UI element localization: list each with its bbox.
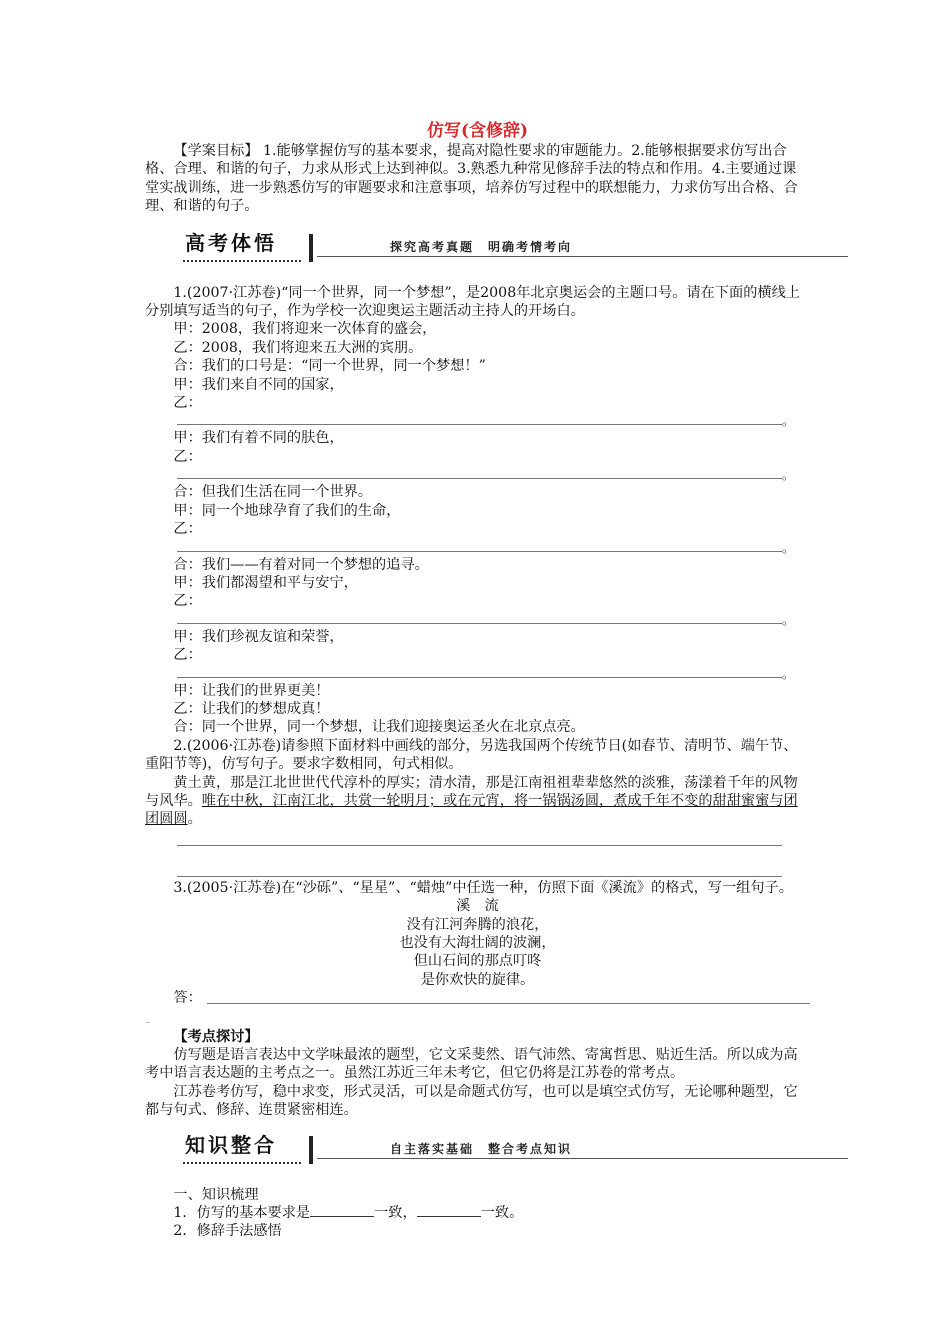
document-page bbox=[145, 120, 810, 1241]
question-1 bbox=[145, 284, 810, 737]
spacer bbox=[145, 850, 810, 876]
dotted-underline bbox=[183, 260, 301, 262]
answer-blank-line[interactable] bbox=[177, 412, 794, 429]
q1-line: 乙： bbox=[173, 647, 202, 664]
q1-line: 甲：2008，我们将迎来一次体育的盛会， bbox=[173, 321, 437, 338]
q1-line: 甲：我们来自不同的国家， bbox=[173, 376, 344, 393]
kaodian-paragraph: 仿写题是语言表达中文学味最浓的题型，它文采斐然、语气沛然、寄寓哲思、贴近生活。所以成为高考中语言表达题的主考点之一。虽然江苏近三年未考它，但它仍将是江苏卷的常考点。 bbox=[145, 1047, 798, 1082]
answer-blank-line[interactable] bbox=[177, 539, 794, 555]
q1-line: 合：我们——有着对同一个梦想的追寻。 bbox=[173, 556, 429, 573]
period: 。 bbox=[781, 666, 794, 681]
divider-bar bbox=[309, 1136, 313, 1164]
knowledge-section bbox=[145, 1186, 810, 1241]
q1-line: 甲：我们有着不同的肤色， bbox=[173, 430, 344, 447]
rule-line bbox=[317, 1158, 848, 1159]
section-label: 知识整合 bbox=[185, 1132, 277, 1157]
q1-line: 甲：我们珍视友谊和荣誉， bbox=[173, 628, 344, 645]
q1-line: 甲：我们都渴望和平与安宁， bbox=[173, 574, 358, 591]
item-text: 一致。 bbox=[480, 1205, 524, 1222]
q1-intro: 1.(2007·江苏卷)“同一个世界，同一个梦想”，是2008年北京奥运会的主题口号。请在下面的横线上分别填写适当的句子，作为学校一次迎奥运主题活动主持人的开场白。 bbox=[145, 284, 800, 320]
knowledge-item bbox=[145, 1204, 810, 1222]
knowledge-item: 2．修辞手法感悟 bbox=[173, 1223, 282, 1240]
q2-underlined-text: 唯在中秋，江南江北，共赏一轮明月；或在元宵，将一锅锅汤圆，煮成千年不变的甜甜蜜蜜与团团圆圆 bbox=[145, 792, 798, 828]
section-subtitle: 自主落实基础 整合考点知识 bbox=[390, 1141, 573, 1156]
q1-line: 乙： bbox=[173, 521, 202, 538]
rule-line bbox=[317, 256, 848, 257]
poem-title: 溪 流 bbox=[456, 898, 499, 915]
dotted-underline bbox=[183, 1162, 301, 1164]
answer-row bbox=[145, 989, 810, 1009]
section-header-gaokao bbox=[145, 230, 810, 264]
q1-line: 合：我们的口号是：“同一个世界，同一个梦想！” bbox=[173, 358, 486, 375]
objectives: 【学案目标】 1.能够掌握仿写的基本要求，提高对隐性要求的审题能力。2.能够根据要求仿写出合格、合理、和谐的句子，力求从形式上达到神似。3.熟悉九种常见修辞手法的特点和作用。4.主要通过课堂实战训练，进一步熟悉仿写的审题要求和注意事项，培养仿写过程中的联想能力，力求仿写出合格、合理、和谐的句子。 bbox=[145, 143, 798, 215]
divider-bar bbox=[309, 234, 313, 262]
period: 。 bbox=[781, 612, 794, 627]
q1-line: 甲：同一个地球孕育了我们的生命， bbox=[173, 502, 401, 519]
kaodian-head: 【考点探讨】 bbox=[173, 1028, 259, 1045]
poem-line: 没有江河奔腾的浪花， bbox=[406, 916, 549, 933]
answer-blank-line[interactable] bbox=[177, 611, 794, 627]
poem-line: 也没有大海壮阔的波澜， bbox=[399, 935, 556, 951]
kaodian-section bbox=[145, 1028, 810, 1120]
knowledge-heading: 一、知识梳理 bbox=[173, 1186, 259, 1203]
section-label: 高考体悟 bbox=[185, 230, 277, 255]
section-subtitle: 探究高考真题 明确考情考向 bbox=[390, 239, 573, 254]
answer-blank-line[interactable] bbox=[177, 876, 782, 877]
answer-blank-line[interactable] bbox=[177, 833, 782, 846]
period: 。 bbox=[781, 414, 794, 429]
q1-line: 乙： bbox=[173, 593, 202, 610]
item-text: 一致， bbox=[374, 1205, 417, 1222]
q2-intro: 2.(2006·江苏卷)请参照下面材料中画线的部分，另选我国两个传统节日(如春节、清明节、端午节、重阳节等)，仿写句子。要求字数相同，句式相似。 bbox=[145, 737, 798, 773]
period: 。 bbox=[781, 468, 794, 483]
section-header-zhishi bbox=[145, 1132, 810, 1166]
q2-text: 黄土黄，那是江北世世代代淳朴的厚实；清水清，那是江南祖祖辈辈悠然的淡雅，荡漾着千年的风物与风华。 bbox=[145, 774, 798, 809]
answer-label: 答： bbox=[173, 990, 202, 1007]
q1-line: 乙： bbox=[173, 395, 202, 412]
poem-line: 但山石间的那点叮咚 bbox=[413, 953, 542, 970]
q3-intro: 3.(2005·江苏卷)在“沙砾”、“星星”、“蜡烛”中任选一种，仿照下面《溪流》的格式，写一组句子。 bbox=[173, 879, 793, 896]
page-title: 仿写(含修辞) bbox=[426, 121, 529, 141]
q1-line: 合：但我们生活在同一个世界。 bbox=[173, 484, 373, 501]
fill-blank[interactable] bbox=[310, 1204, 374, 1217]
poem-line: 是你欢快的旋律。 bbox=[420, 971, 535, 988]
q1-line: 乙：让我们的梦想成真！ bbox=[173, 700, 330, 717]
dash-mark: _ bbox=[145, 1012, 150, 1024]
q1-line: 乙： bbox=[173, 448, 202, 465]
kaodian-paragraph: 江苏卷考仿写，稳中求变，形式灵活，可以是命题式仿写，也可以是填空式仿写，无论哪种题型，它都与句式、修辞、连贯紧密相连。 bbox=[145, 1083, 798, 1119]
answer-blank-line[interactable] bbox=[177, 665, 794, 681]
fill-blank[interactable] bbox=[417, 1204, 481, 1217]
item-text: 1．仿写的基本要求是 bbox=[173, 1205, 311, 1222]
q1-line: 合：同一个世界，同一个梦想，让我们迎接奥运圣火在北京点亮。 bbox=[173, 719, 585, 736]
q2-text-end: 。 bbox=[187, 811, 202, 828]
answer-line[interactable] bbox=[207, 1003, 810, 1004]
q2-material bbox=[145, 774, 810, 829]
question-2 bbox=[145, 737, 810, 877]
q1-line: 甲：让我们的世界更美！ bbox=[173, 682, 330, 699]
question-3 bbox=[145, 879, 810, 1028]
period: 。 bbox=[781, 540, 794, 555]
q1-line: 乙：2008，我们将迎来五大洲的宾朋。 bbox=[173, 339, 423, 356]
answer-blank-line[interactable] bbox=[177, 466, 794, 483]
